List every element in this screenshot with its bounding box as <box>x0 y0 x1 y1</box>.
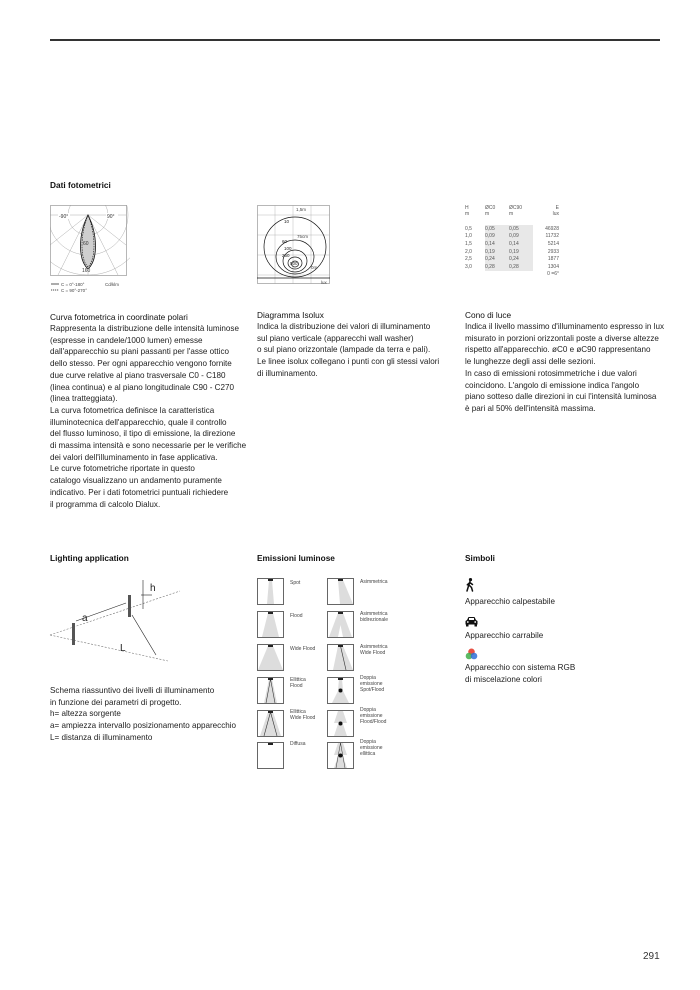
isolux-diagram <box>257 205 333 285</box>
table-row: 2,5 0,24 0,24 1877 <box>465 256 559 263</box>
emissioni-title: Emissioni luminose <box>257 553 335 563</box>
emission-label-double-flood-flood: Doppia emissione Flood/Flood <box>360 707 387 725</box>
polar-label-60: 60 <box>83 241 89 247</box>
simboli-title: Simboli <box>465 553 495 563</box>
lighting-diagram <box>48 575 188 670</box>
isolux-label-0m: 0m <box>311 265 318 270</box>
emission-label-diffuse: Diffusa <box>290 741 306 747</box>
cono-title: Cono di luce <box>465 310 512 320</box>
emission-double-spot-flood-icon <box>327 677 354 704</box>
emission-spot-icon <box>257 578 284 605</box>
emission-label-asymmetric-wide-flood: Asimmetrica Wide Flood <box>360 644 388 656</box>
isolux-label-75cm: 75cm <box>297 234 309 239</box>
emission-diffuse-icon <box>257 742 284 769</box>
section-title: Dati fotometrici <box>50 180 111 190</box>
cono-table <box>465 205 563 278</box>
emission-elliptic-wide-flood-icon <box>257 710 284 737</box>
lighting-label-h: h <box>150 583 156 594</box>
isolux-label-500: 500 <box>290 261 298 266</box>
lighting-label-a: a <box>82 613 88 624</box>
isolux-label-250: 250 <box>282 253 290 258</box>
polar-curve-diagram <box>50 205 130 293</box>
polar-legend-c0: C = 0°-180° <box>61 282 85 287</box>
emission-label-double-elliptic: Doppia emissione ellittica <box>360 739 383 757</box>
top-rule <box>50 39 660 41</box>
emission-asymmetric-wide-flood-icon <box>327 644 354 671</box>
emission-label-asymmetric: Asimmetrica <box>360 579 388 585</box>
emission-double-elliptic-icon <box>327 742 354 769</box>
table-row: 0,5 0,05 0,05 46928 <box>465 225 559 232</box>
emission-label-elliptic-wide-flood: Ellittica Wide Flood <box>290 709 316 721</box>
emission-label-wide-flood: Wide Flood <box>290 646 316 652</box>
emission-label-spot: Spot <box>290 580 301 586</box>
table-row: 3,0 0,28 0,28 1304 <box>465 263 559 270</box>
polar-title: Curva fotometrica in coordinate polari <box>50 312 188 322</box>
symbol-walkable-label: Apparecchio calpestabile <box>465 597 555 606</box>
polar-legend-c90: C = 90°-270° <box>61 288 87 293</box>
cono-angle-note: 0 =6° <box>547 271 559 278</box>
polar-description: Rappresenta la distribuzione delle intensità luminose (espresse in candele/1000 lumen) emesse dall'apparecchio su piani passanti per l'asse ottico dello stesso. Per ogni apparecchio vengono fornite due curve relative al piano trasversale C0 - C180 (linea continua) e al piano longitudinale C90 - C270 (linea tratteggiata). La curva fotometrica definisce la caratteristica illuminotecnica dell'apparecchio, quale il controllo del flusso luminoso, il tipo di emissione, la direzione di massima intensità e sono necessarie per le verifiche dei valori dell'illuminamento in fase applicativa. Le curve fotometriche riportate in questo catalogo visualizzano un andamento puramente indicativo. Per i dati fotometrici puntuali richiedere il programma di calcolo Dialux. <box>50 324 247 509</box>
table-row: 2,0 0,19 0,19 2933 <box>465 248 559 255</box>
polar-label-minus90: -90° <box>59 214 69 220</box>
emission-double-flood-flood-icon <box>327 710 354 737</box>
isolux-label-10: 10 <box>284 219 290 224</box>
emission-flood-icon <box>257 611 284 638</box>
isolux-label-60: 60 <box>282 239 288 244</box>
isolux-label-1-5m: 1,5m <box>296 207 307 212</box>
walking-person-icon <box>465 578 475 592</box>
lighting-title: Lighting application <box>50 553 129 563</box>
lighting-description: Schema riassuntivo dei livelli di illuminamento in funzione dei parametri di progetto. h= altezza sorgente a= ampiezza intervallo posizionamento apparecchio L= distanza di illuminamento <box>50 686 237 742</box>
table-row: 1,0 0,09 0,09 11732 <box>465 233 559 240</box>
emission-label-flood: Flood <box>290 613 303 619</box>
emission-label-double-spot-flood: Doppia emissione Spot/Flood <box>360 675 385 693</box>
cono-header-row: H m ØC0 m ØC90 m E lux <box>465 205 559 217</box>
emission-asymmetric-bidirectional-icon <box>327 611 354 638</box>
isolux-description: Indica la distribuzione dei valori di illuminamento sul piano verticale (apparecchi wall washer) o sul piano orizzontale (lampade da terra e pali). Le linee isolux collegano i punti con gli stessi valori di illuminamento. <box>257 322 440 378</box>
isolux-label-100: 100 <box>284 246 292 251</box>
cono-description: Indica il livello massimo d'illuminamento espresso in lux misurato in porzioni orizzontali poste a diverse altezze rispetto all'apparecchio. øC0 e øC90 rappresentano le lunghezze degli assi delle sezioni. In caso di emissioni rotosimmetriche i due valori coincidono. L'angolo di emissione indica l'angolo piano sotteso dalle direzioni in cui l'intensità luminosa è pari al 50% dell'intensità massima. <box>465 322 665 413</box>
cono-table-wrapper <box>465 205 563 278</box>
polar-unit: Cd/klm <box>105 282 120 287</box>
table-row: 1,5 0,14 0,14 5214 <box>465 240 559 247</box>
lighting-label-l: L <box>120 643 126 654</box>
isolux-label-lux: lux <box>321 280 327 285</box>
symbol-rgb-label: Apparecchio con sistema RGB di miscelazione colori <box>465 663 576 684</box>
rgb-circles-icon <box>465 648 478 660</box>
page-number: 291 <box>643 951 660 962</box>
isolux-title: Diagramma Isolux <box>257 310 324 320</box>
polar-label-90: 90° <box>107 214 115 220</box>
polar-label-160: 160 <box>82 268 91 274</box>
car-icon <box>465 616 478 627</box>
emission-wide-flood-icon <box>257 644 284 671</box>
emission-asymmetric-icon <box>327 578 354 605</box>
emission-label-elliptic-flood: Ellittica Flood <box>290 677 306 689</box>
emission-label-asymmetric-bidirectional: Asimmetrica bidirezionale <box>360 611 389 623</box>
symbol-drive-over-label: Apparecchio carrabile <box>465 631 544 640</box>
emission-elliptic-flood-icon <box>257 677 284 704</box>
